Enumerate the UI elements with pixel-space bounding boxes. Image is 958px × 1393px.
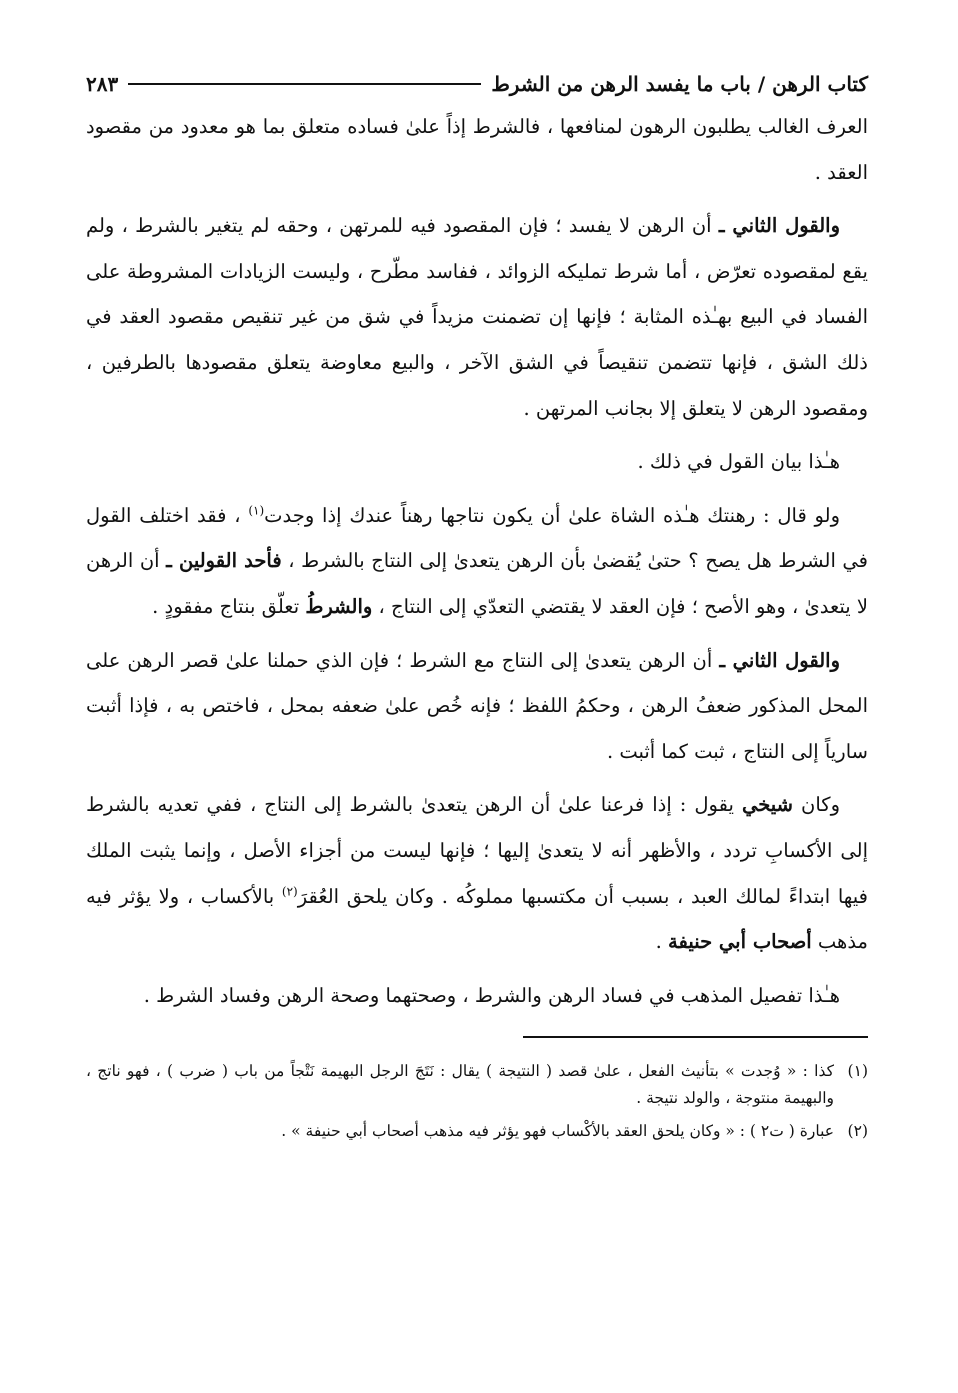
footnote-separator: [523, 1036, 868, 1038]
paragraph-4-lead-2: والشرطُ: [305, 594, 373, 618]
paragraph-6: [86, 782, 868, 964]
paragraph-6-lead: شيخي: [741, 793, 794, 817]
footnote-2: [86, 1118, 868, 1145]
page-number: ٢٨٣: [86, 72, 119, 96]
paragraph-2-lead: والقول الثاني ـ: [718, 214, 841, 238]
paragraph-5: [86, 638, 868, 775]
running-header: [86, 64, 868, 104]
paragraph-4-text-c: أن الرهن لا يتعدىٰ ، وهو الأصح ؛ فإن العقد لا يقتضي التعدّي إلى النتاج ،: [86, 549, 868, 618]
paragraph-1: العرف الغالب يطلبون الرهون لمنافعها ، فالشرط إذاً علىٰ فساده متعلق بما هو معدود من مقصود العقد .: [86, 115, 868, 184]
paragraph-6-text-b: يقول : إذا فرعنا علىٰ أن الرهن يتعدىٰ بالشرط إلى النتاج ، ففي تعديه بالشرط إلى الأكسابِ تردد ، والأظهر أنه لا يتعدىٰ إليها ؛ فإنها ليست من أجزاء الأصل ، وإنما يثبت الملك فيها ابتداءً لمالك العبد ، بسبب أن مكتسبها مملوكُه . وكان يلحق العُقرَ: [86, 793, 869, 908]
paragraph-2-text: أن الرهن لا يفسد ؛ فإن المقصود فيه للمرتهن ، وحقه لم يتغير بالشرط ، ولم يقع لمقصوده تعرّض ، أما شرط تمليكه الزوائد ، ففاسد مطّرح ، وليست الزيادات المشروطة على الفساد في البيع بهـٰذه المثابة ؛ فإنها إن تضمنت مزيداً في شق من غير تنقيص مقصود العقد في ذلك الشق ، فإنها تتضمن تنقيصاً في الشق الآخر ، والبيع معاوضة يتعلق مقصودها بالطرفين ، ومقصود الرهن لا يتعلق إلا بجانب المرتهن .: [86, 214, 868, 420]
paragraph-4-text-a: ولو قال : رهنتك هـٰذه الشاة علىٰ أن يكون نتاجها رهناً عندك إذا وجدت: [264, 503, 840, 527]
paragraph-4-lead: فأحد القولين ـ: [166, 549, 282, 573]
footnote-text: عبارة ( ت٢ ) : « وكان يلحق العقد بالأكْساب فهو يؤثر فيه مذهب أصحاب أبي حنيفة » .: [281, 1122, 834, 1141]
main-text: [86, 104, 868, 1018]
paragraph-5-lead: والقول الثاني ـ: [719, 648, 840, 672]
paragraph-4: [86, 493, 868, 630]
paragraph-3: هـٰذا بيان القول في ذلك .: [637, 450, 840, 474]
footnote-text: كذا : « وُجدت » بتأنيث الفعل ، علىٰ قصد ( النتيجة ) يقال : نَتَجَ الرجل البهيمة نَتْجاً من باب ( ضرب ) ، فهو ناتج ، والبهيمة منتوجة ، والولد نتيجة .: [86, 1062, 834, 1108]
header-title: كتاب الرهن / باب ما يفسد الرهن من الشرط: [491, 72, 868, 96]
paragraph-6-text-c: بالأكساب ، ولا يؤثر فيه مذهب: [86, 884, 868, 954]
book-page: [86, 64, 868, 1151]
footnote-ref-2[interactable]: (٢): [281, 884, 298, 898]
paragraph-6-text-a: وكان: [793, 793, 840, 817]
footnote-1: [86, 1058, 868, 1112]
header-rule: [128, 83, 481, 85]
paragraph-4-text-d: تعلّق بنتاج مفقودٍ .: [152, 594, 306, 618]
paragraph-2: [86, 203, 868, 431]
paragraph-4-text-b: ، فقد اختلف القول في الشرط هل يصح ؟ حتىٰ يُقضىٰ بأن الرهن يتعدىٰ إلى النتاج بالشرط ،: [86, 503, 869, 573]
footnotes: [86, 1058, 868, 1145]
footnote-number: (١): [847, 1062, 868, 1081]
footnote-ref-1[interactable]: (١): [248, 503, 265, 518]
footnote-number: (٢): [847, 1122, 868, 1141]
paragraph-6-lead-2: أصحاب أبي حنيفة: [668, 930, 812, 954]
paragraph-5-text: أن الرهن يتعدىٰ إلى النتاج مع الشرط ؛ فإن الذي حملنا علىٰ قصر الرهن على المحل المذكور ضعفُ الرهن ، وحكمُ اللفظ ؛ فإنه خُص علىٰ ضعفه بمحل ، فاختص به ، فإذا أثبت سارياً إلى النتاج ، ثبت كما أثبت .: [86, 648, 868, 763]
paragraph-7: هـٰذا تفصيل المذهب في فساد الرهن والشرط ، وصحتهما وصحة الرهن وفساد الشرط .: [143, 983, 840, 1007]
paragraph-6-text-d: .: [655, 930, 668, 954]
